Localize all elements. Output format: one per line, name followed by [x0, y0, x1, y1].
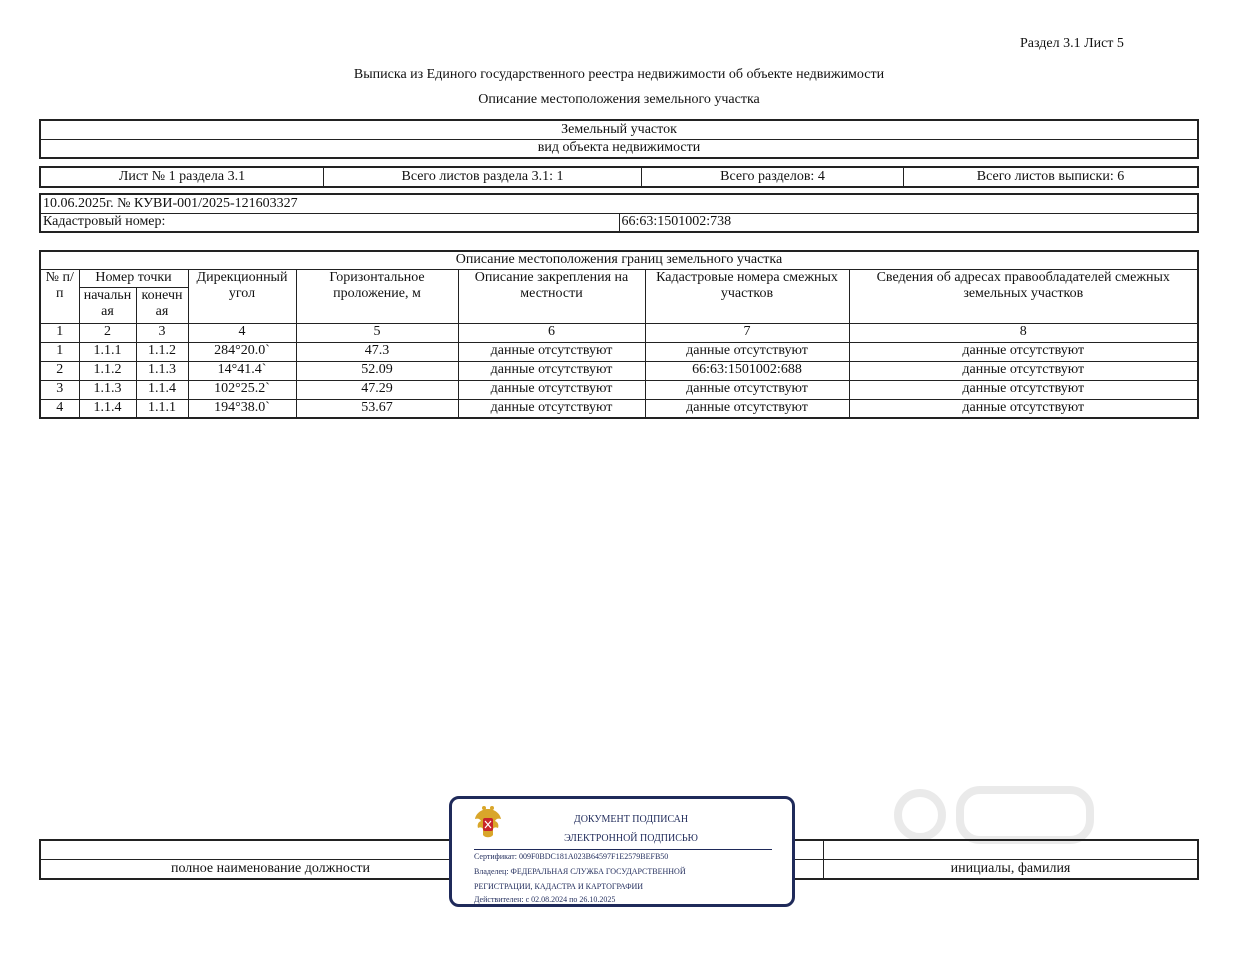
row-angle: 284°20.0`: [188, 342, 296, 361]
stamp-line-1: ДОКУМЕНТ ПОДПИСАН: [573, 814, 689, 825]
row-no: 2: [40, 361, 79, 380]
row-owners: данные отсутствуют: [849, 361, 1198, 380]
header-distance: Горизонтальное проложение, м: [296, 269, 458, 323]
boundaries-table: [39, 250, 1199, 419]
registration-date-number: 10.06.2025г. № КУВИ-001/2025-121603327: [40, 194, 1198, 213]
row-end: 1.1.4: [136, 380, 188, 399]
position-label: полное наименование должности: [40, 859, 501, 879]
row-owners: данные отсутствуют: [849, 399, 1198, 418]
header-owners: Сведения об адресах правообладателей смежных земельных участков: [849, 269, 1198, 323]
row-end: 1.1.1: [136, 399, 188, 418]
row-start: 1.1.1: [79, 342, 136, 361]
registration-table: [39, 193, 1199, 233]
row-fixing: данные отсутствуют: [458, 399, 645, 418]
boundaries-title: Описание местоположения границ земельного участка: [40, 251, 1198, 269]
document-title: Выписка из Единого государственного реестра недвижимости об объекте недвижимости: [353, 67, 885, 82]
col-number: 1: [40, 323, 79, 342]
object-kind-table: [39, 119, 1199, 159]
header-adjacent: Кадастровые номера смежных участков: [645, 269, 849, 323]
total-sections: Всего разделов: 4: [642, 167, 904, 187]
row-owners: данные отсутствуют: [849, 342, 1198, 361]
header-point-no: Номер точки: [79, 269, 188, 287]
row-no: 4: [40, 399, 79, 418]
table-row: [40, 361, 1198, 380]
sheets-info-table: [39, 166, 1199, 188]
row-fixing: данные отсутствуют: [458, 361, 645, 380]
row-end: 1.1.3: [136, 361, 188, 380]
row-distance: 52.09: [296, 361, 458, 380]
column-numbers-row: [40, 323, 1198, 342]
total-extract-sheets: Всего листов выписки: 6: [904, 167, 1199, 187]
row-adjacent: данные отсутствуют: [645, 380, 849, 399]
row-start: 1.1.2: [79, 361, 136, 380]
col-number: 7: [645, 323, 849, 342]
stamp-owner: Владелец: ФЕДЕРАЛЬНАЯ СЛУЖБА ГОСУДАРСТВЕННОЙ: [474, 867, 686, 876]
stamp-line-2: ЭЛЕКТРОННОЙ ПОДПИСЬЮ: [564, 833, 698, 844]
header-end-point: конечн ая: [136, 287, 188, 323]
name-field: [824, 840, 1199, 859]
stamp-divider: [474, 849, 772, 850]
row-start: 1.1.3: [79, 380, 136, 399]
electronic-signature-stamp: [449, 796, 795, 907]
row-fixing: данные отсутствуют: [458, 380, 645, 399]
row-adjacent: 66:63:1501002:688: [645, 361, 849, 380]
row-no: 1: [40, 342, 79, 361]
stamp-owner-cont: РЕГИСТРАЦИИ, КАДАСТРА И КАРТОГРАФИИ: [474, 882, 644, 891]
col-number: 8: [849, 323, 1198, 342]
table-row: [40, 399, 1198, 418]
col-number: 2: [79, 323, 136, 342]
cadastral-number-label: Кадастровый номер:: [40, 213, 619, 232]
stamp-certificate: Сертификат: 009F0BDC181A023B64597F1E2579BEFB50: [474, 852, 669, 861]
row-distance: 47.29: [296, 380, 458, 399]
object-kind-label: вид объекта недвижимости: [40, 139, 1198, 158]
row-distance: 47.3: [296, 342, 458, 361]
header-no: № п/п: [40, 269, 79, 323]
row-adjacent: данные отсутствуют: [645, 399, 849, 418]
total-section-sheets: Всего листов раздела 3.1: 1: [324, 167, 642, 187]
row-end: 1.1.2: [136, 342, 188, 361]
col-number: 3: [136, 323, 188, 342]
document-subtitle: Описание местоположения земельного участка: [478, 92, 760, 107]
row-angle: 102°25.2`: [188, 380, 296, 399]
header-angle: Дирекционный угол: [188, 269, 296, 323]
col-number: 6: [458, 323, 645, 342]
row-fixing: данные отсутствуют: [458, 342, 645, 361]
object-name: Земельный участок: [40, 120, 1198, 139]
header-start-point: начальн ая: [79, 287, 136, 323]
row-distance: 53.67: [296, 399, 458, 418]
header-fixing: Описание закрепления на местности: [458, 269, 645, 323]
row-angle: 194°38.0`: [188, 399, 296, 418]
row-no: 3: [40, 380, 79, 399]
stamp-validity: Действителен: с 02.08.2024 по 26.10.2025: [474, 895, 616, 904]
sheet-number: Лист № 1 раздела 3.1: [40, 167, 324, 187]
table-row: [40, 342, 1198, 361]
row-adjacent: данные отсутствуют: [645, 342, 849, 361]
col-number: 4: [188, 323, 296, 342]
table-row: [40, 380, 1198, 399]
col-number: 5: [296, 323, 458, 342]
sheet-reference: Раздел 3.1 Лист 5: [1020, 36, 1124, 51]
position-field: [40, 840, 501, 859]
name-label: инициалы, фамилия: [824, 859, 1199, 879]
row-owners: данные отсутствуют: [849, 380, 1198, 399]
cadastral-number-value: 66:63:1501002:738: [619, 213, 1198, 232]
row-start: 1.1.4: [79, 399, 136, 418]
row-angle: 14°41.4`: [188, 361, 296, 380]
